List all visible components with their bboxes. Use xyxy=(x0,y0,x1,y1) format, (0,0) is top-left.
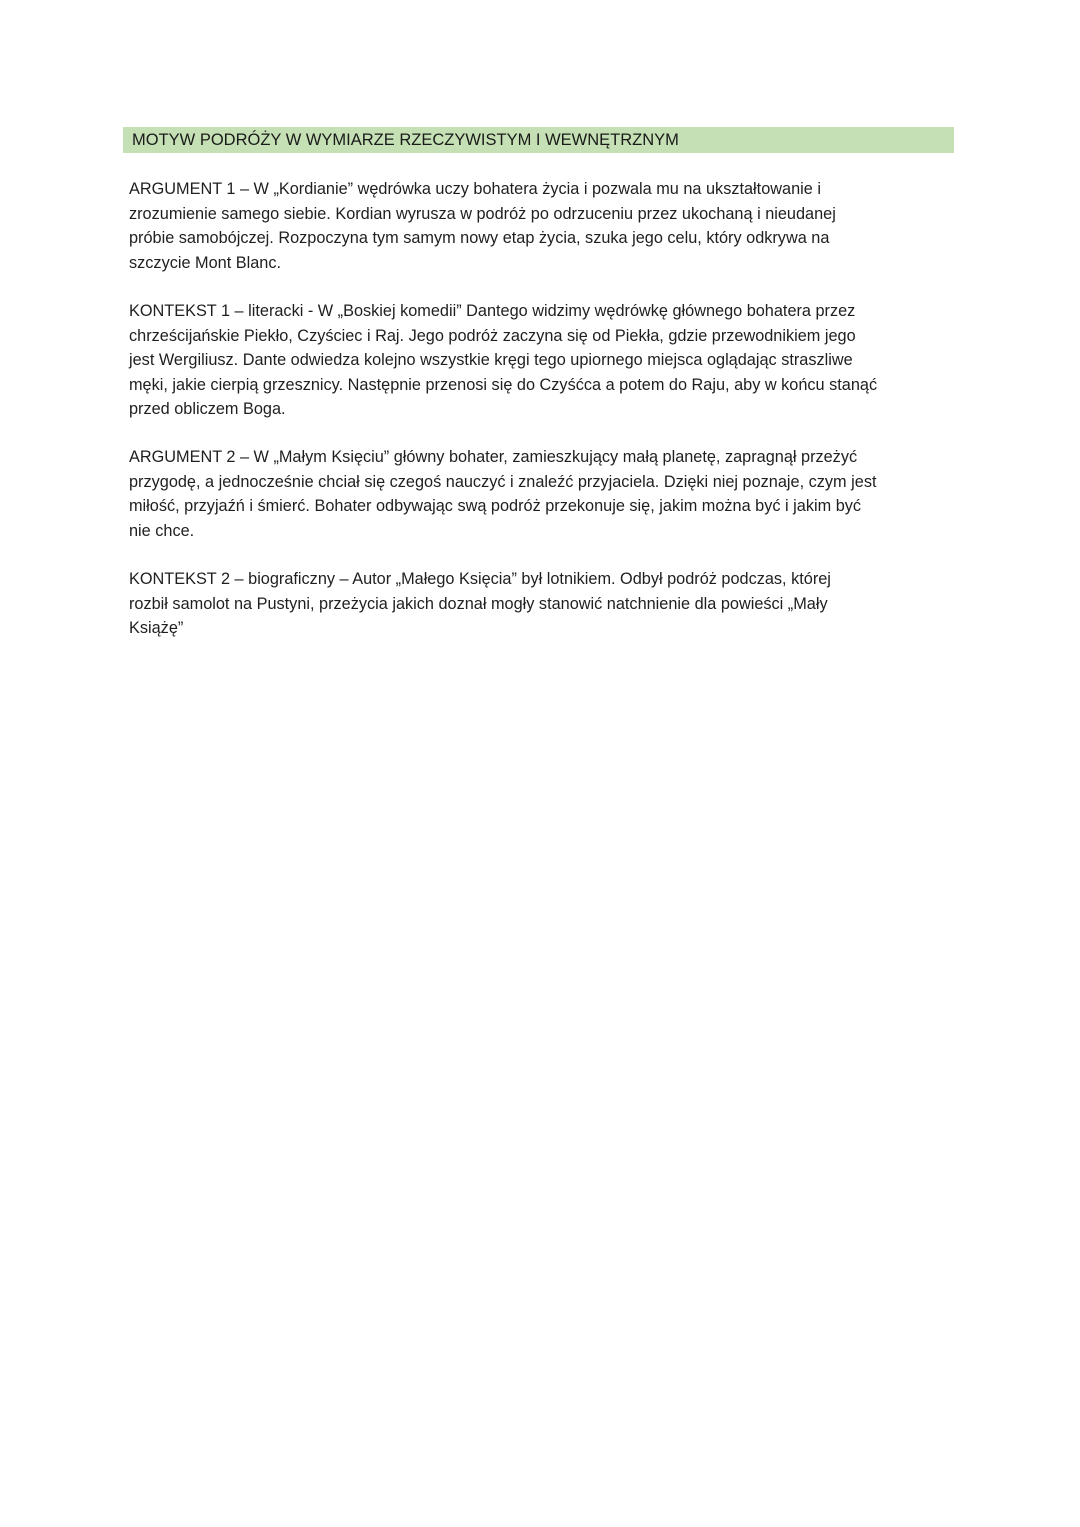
text-line: męki, jakie cierpią grzesznicy. Następnie przenosi się do Czyśćca a potem do Raju, aby w końcu stanąć xyxy=(129,375,878,394)
text-line: rozbił samolot na Pustyni, przeżycia jakich doznał mogły stanowić natchnienie dla powieści „Mały xyxy=(129,594,828,613)
text-line: jest Wergiliusz. Dante odwiedza kolejno wszystkie kręgi tego upiornego miejsca oglądając straszliwe xyxy=(129,351,853,369)
text-line: nie chce. xyxy=(129,521,195,540)
heading-highlight-bar xyxy=(123,127,954,153)
paragraph-argument-2 xyxy=(129,445,959,543)
text-line: Książę” xyxy=(129,619,184,637)
text-line: próbie samobójczej. Rozpoczyna tym samym nowy etap życia, szuka jego celu, który odkrywa na xyxy=(129,229,830,247)
paragraph-kontekst-2 xyxy=(129,567,959,641)
paragraph-argument-1 xyxy=(129,177,959,275)
text-line: przygodę, a jednocześnie chciał się czegoś nauczyć i znaleźć przyjaciela. Dzięki niej poznaje, czym jest xyxy=(129,472,877,491)
text-line: chrześcijańskie Piekło, Czyściec i Raj. Jego podróż zaczyna się od Piekła, gdzie przewodnikiem jego xyxy=(129,326,856,345)
text-line: ARGUMENT 1 – W „Kordianie” wędrówka uczy bohatera życia i pozwala mu na ukształtowanie i xyxy=(129,180,821,198)
paragraph-kontekst-1 xyxy=(129,299,959,422)
text-line: miłość, przyjaźń i śmierć. Bohater odbywając swą podróż przekonuje się, jakim można być i jakim być xyxy=(129,497,862,515)
text-line: szczycie Mont Blanc. xyxy=(129,253,282,272)
text-line: przed obliczem Boga. xyxy=(129,400,286,418)
text-line: zrozumienie samego siebie. Kordian wyrusza w podróż po odrzuceniu przez ukochaną i nieudanej xyxy=(129,204,836,223)
text-line: ARGUMENT 2 – W „Małym Księciu” główny bohater, zamieszkujący małą planetę, zapragnął przeżyć xyxy=(129,448,858,466)
text-line: KONTEKST 2 – biograficzny – Autor „Małego Księcia” był lotnikiem. Odbył podróż podczas, której xyxy=(129,570,831,588)
text-line: KONTEKST 1 – literacki - W „Boskiej komedii” Dantego widzimy wędrówkę głównego bohatera przez xyxy=(129,302,856,320)
document-heading: MOTYW PODRÓŻY W WYMIARZE RZECZYWISTYM I WEWNĘTRZNYM xyxy=(132,131,679,149)
